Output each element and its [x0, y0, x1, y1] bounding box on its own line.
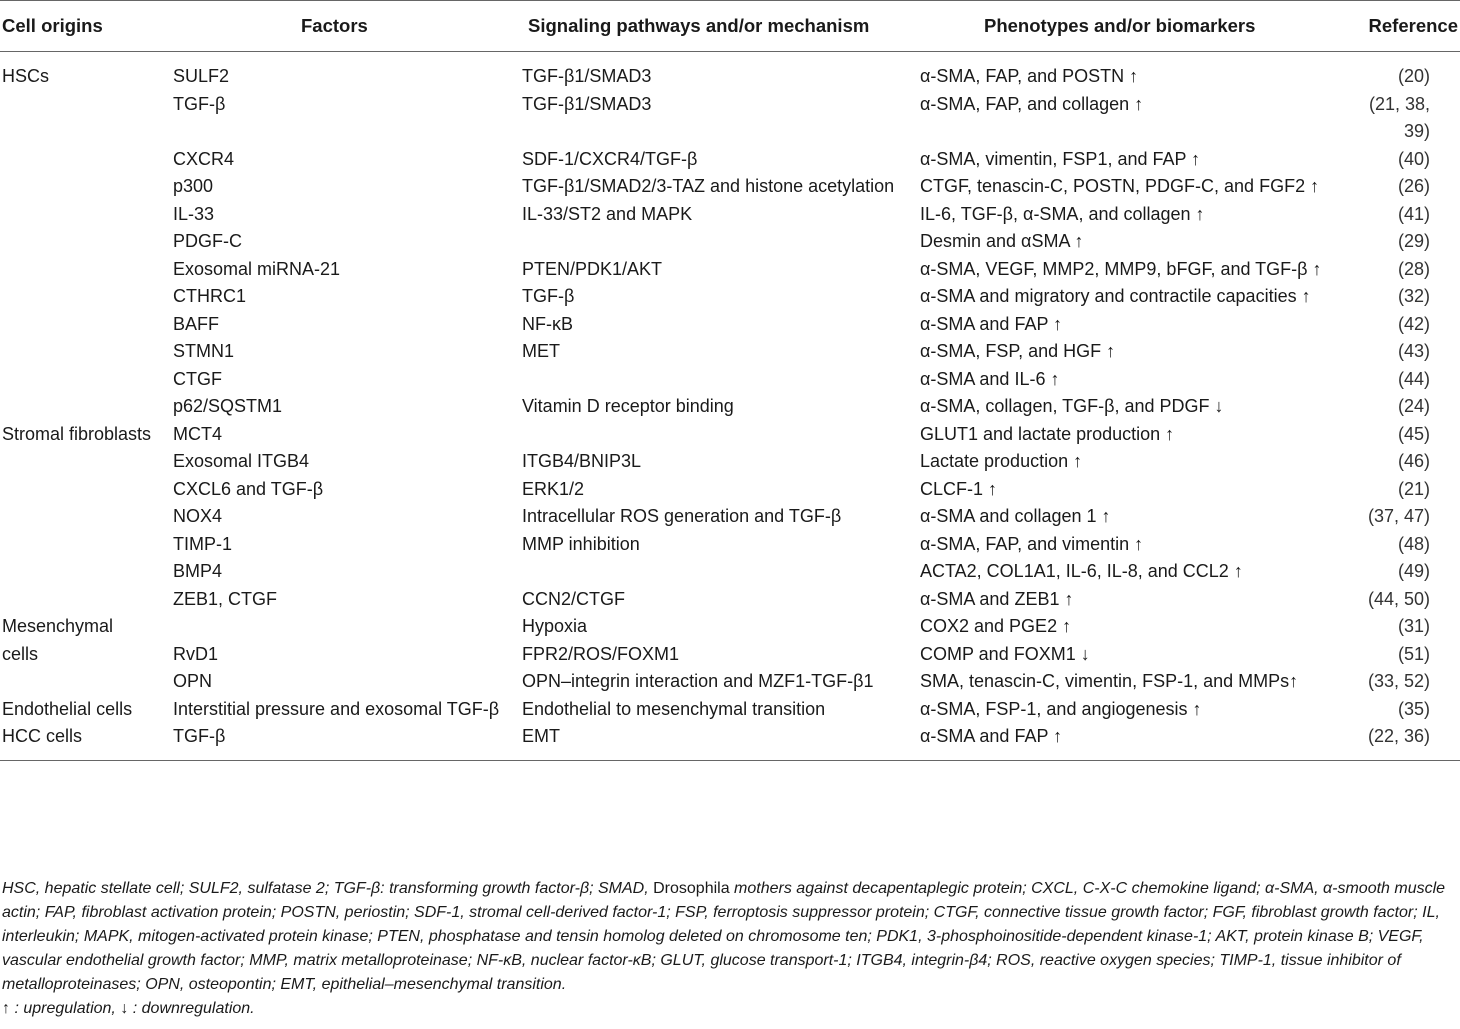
reference-cell: (35) [1397, 698, 1430, 719]
pathway-cell: Endothelial to mesenchymal transition [522, 698, 826, 719]
cell-origin-cell [0, 91, 170, 146]
reference-cell: (51) [1397, 643, 1430, 664]
reference-cell: (44) [1397, 368, 1430, 389]
phenotype-cell: α-SMA, FAP, and POSTN ↑ [920, 66, 1139, 86]
table-row [0, 613, 1460, 641]
phenotype-cell: SMA, tenascin-C, vimentin, FSP-1, and MMPs↑ [920, 671, 1299, 691]
abbreviations-text-b: mothers against decapentaplegic protein; CXCL, C-X-C chemokine ligand; α-SMA, α-smooth muscle actin; FAP, fibroblast activation protein; POSTN, periostin; SDF-1, stromal cell-derived factor-1; FSP, ferroptosis suppressor protein; CTGF, connective tissue growth factor; FGF, fibroblast growth factor; IL, interleukin; MAPK, mitogen-activated protein kinase; PTEN, phosphatase and tensin homolog deleted on chromosome ten; PDK1, 3-phosphoinositide-dependent kinase-1; AKT, protein kinase B; VEGF, vascular endothelial growth factor; MMP, matrix metalloproteinase; NF-κB, nuclear factor-κB; GLUT, glucose transport-1; ITGB4, integrin-β4; ROS, reactive oxygen species; TIMP-1, tissue inhibitor of metalloproteinases; OPN, osteopontin; EMT, epithelial–mesenchymal transition. [2, 880, 1446, 993]
pathway-cell: IL-33/ST2 and MAPK [522, 203, 693, 224]
factor-cell: p300 [173, 176, 214, 196]
table-row [0, 91, 1460, 146]
reference-cell: (26) [1397, 176, 1430, 196]
pathway-cell: NF-κB [522, 313, 573, 334]
phenotype-cell: α-SMA and FAP ↑ [920, 313, 1063, 334]
pathway-cell: SDF-1/CXCR4/TGF-β [522, 148, 698, 169]
pathway-cell: TGF-β1/SMAD2/3-TAZ and histone acetylation [522, 176, 895, 196]
reference-cell: (46) [1397, 451, 1430, 471]
table-row [0, 256, 1460, 284]
arrow-down-icon: ↓ [120, 1000, 129, 1017]
table-row [0, 201, 1460, 229]
pathway-cell: Vitamin D receptor binding [522, 396, 734, 416]
table-row [0, 696, 1460, 724]
reference-cell: (41) [1397, 203, 1430, 224]
reference-cell: (28) [1397, 258, 1430, 279]
reference-cell: (24) [1397, 396, 1430, 416]
header-cell-origins: Cell origins [0, 1, 170, 52]
table-footnote [2, 877, 1458, 1021]
phenotype-cell: α-SMA, FSP-1, and angiogenesis ↑ [920, 698, 1202, 719]
table-row [0, 52, 1460, 91]
factor-cell: CXCR4 [173, 148, 235, 169]
pathway-cell: PTEN/PDK1/AKT [522, 258, 663, 279]
reference-cell: (42) [1397, 313, 1430, 334]
pathway-cell [520, 558, 917, 586]
arrow-legend [2, 997, 1458, 1021]
table-row [0, 173, 1460, 201]
factor-cell: STMN1 [173, 341, 235, 361]
cell-origin-cell [0, 558, 170, 586]
table-row [0, 146, 1460, 174]
reference-cell: (22, 36) [1340, 723, 1460, 760]
phenotype-cell: α-SMA, FAP, and collagen ↑ [920, 93, 1144, 114]
reference-cell: (20) [1397, 66, 1430, 86]
pathway-cell: Hypoxia [522, 616, 588, 636]
phenotype-cell: IL-6, TGF-β, α-SMA, and collagen ↑ [920, 203, 1205, 224]
cell-origin-cell [0, 366, 170, 394]
reference-cell: (40) [1397, 148, 1430, 169]
reference-cell: (31) [1397, 616, 1430, 636]
phenotype-cell: CLCF-1 ↑ [920, 478, 998, 499]
table-row [0, 641, 1460, 669]
downregulation-label: : downregulation. [132, 1000, 255, 1017]
header-phenotypes: Phenotypes and/or biomarkers [917, 1, 1340, 52]
factor-cell: TGF-β [173, 93, 226, 114]
cell-origin-cell [0, 173, 170, 201]
pathway-cell [520, 421, 917, 449]
factor-cell: BAFF [173, 313, 220, 334]
cell-origin-cell [0, 668, 170, 696]
pathway-cell [520, 228, 917, 256]
reference-cell: (43) [1397, 341, 1430, 361]
factor-cell: NOX4 [173, 506, 223, 526]
table-row [0, 668, 1460, 696]
factor-cell: SULF2 [173, 66, 230, 86]
header-reference: Reference [1340, 1, 1460, 52]
phenotype-cell: α-SMA and migratory and contractile capacities ↑ [920, 286, 1311, 306]
factor-cell: p62/SQSTM1 [173, 396, 283, 416]
reference-cell: (49) [1397, 561, 1430, 581]
table-row [0, 531, 1460, 559]
cell-origin-cell: HCC cells [0, 723, 170, 760]
pathway-cell: MMP inhibition [522, 533, 640, 554]
table-row [0, 421, 1460, 449]
reference-cell: (37, 47) [1367, 506, 1430, 526]
pathway-cell: ITGB4/BNIP3L [522, 451, 642, 471]
table-row [0, 366, 1460, 394]
table-row [0, 283, 1460, 311]
phenotype-cell: α-SMA and ZEB1 ↑ [920, 588, 1074, 609]
cell-origin-cell [0, 503, 170, 531]
pathway-cell: Intracellular ROS generation and TGF-β [522, 506, 842, 526]
cell-origin-cell: Mesenchymal [2, 616, 114, 636]
table-row [0, 393, 1460, 421]
reference-cell: (29) [1397, 231, 1430, 251]
factor-cell: RvD1 [173, 643, 219, 664]
pathway-cell [520, 366, 917, 394]
upregulation-label: : upregulation, [14, 1000, 116, 1017]
cell-origin-cell [0, 256, 170, 284]
pathway-cell: TGF-β1/SMAD3 [522, 66, 652, 86]
header-signaling-pathways: Signaling pathways and/or mechanism [520, 1, 917, 52]
factor-cell: CTGF [173, 368, 222, 389]
phenotype-cell: Desmin and αSMA ↑ [920, 231, 1084, 251]
cell-origin-cell [0, 311, 170, 339]
cell-origin-cell [0, 338, 170, 366]
pathway-cell: ERK1/2 [522, 478, 585, 499]
cell-origin-cell [0, 228, 170, 256]
phenotype-cell: α-SMA and collagen 1 ↑ [920, 506, 1111, 526]
table-row [0, 338, 1460, 366]
table-row [0, 311, 1460, 339]
reference-cell: (44, 50) [1367, 588, 1430, 609]
table-row [0, 228, 1460, 256]
pathway-cell: FPR2/ROS/FOXM1 [522, 643, 680, 664]
reference-cell: (32) [1397, 286, 1430, 306]
factor-cell: TGF-β [170, 723, 520, 760]
cell-origin-cell [0, 476, 170, 504]
pathway-cell: TGF-β1/SMAD3 [522, 93, 652, 114]
cell-origin-cell [0, 531, 170, 559]
table-row [0, 723, 1460, 760]
cell-origin-cell: Endothelial cells [2, 698, 133, 719]
table-header [0, 1, 1460, 52]
cell-origin-cell [0, 201, 170, 229]
cell-origin-cell [0, 146, 170, 174]
phenotype-cell: α-SMA, FAP, and vimentin ↑ [920, 533, 1144, 554]
factor-cell: TIMP-1 [173, 533, 233, 554]
abbreviations-drosophila: Drosophila [653, 880, 730, 897]
reference-cell: (21) [1397, 478, 1430, 499]
factor-cell: PDGF-C [173, 231, 242, 251]
factor-cell: IL-33 [173, 203, 215, 224]
factor-cell: ZEB1, CTGF [173, 588, 278, 609]
factor-cell: Interstitial pressure and exosomal TGF-β [173, 698, 500, 719]
abbreviations-text-a: HSC, hepatic stellate cell; SULF2, sulfatase 2; TGF-β: transforming growth factor-β; SMAD, [2, 880, 649, 897]
factor-cell: CXCL6 and TGF-β [173, 478, 324, 499]
cell-origin-cell [0, 393, 170, 421]
table-row [0, 476, 1460, 504]
factor-cell: MCT4 [173, 423, 222, 444]
phenotype-cell: α-SMA, collagen, TGF-β, and PDGF ↓ [920, 396, 1224, 416]
table-row [0, 503, 1460, 531]
factor-cell [170, 613, 520, 641]
phenotype-cell: COX2 and PGE2 ↑ [920, 616, 1072, 636]
phenotype-cell: α-SMA, FSP, and HGF ↑ [920, 341, 1116, 361]
table-body [0, 52, 1460, 761]
arrow-up-icon: ↑ [2, 1000, 10, 1017]
phenotype-cell: ACTA2, COL1A1, IL-6, IL-8, and CCL2 ↑ [920, 561, 1243, 581]
pathway-cell: MET [522, 341, 560, 361]
reference-cell: (21, 38, 39) [1368, 93, 1430, 141]
phenotype-cell: Lactate production ↑ [920, 451, 1083, 471]
reference-cell: (45) [1397, 423, 1430, 444]
cell-origin-cell: Stromal fibroblasts [2, 423, 152, 444]
header-factors: Factors [170, 1, 520, 52]
factor-cell: Exosomal ITGB4 [173, 451, 310, 471]
phenotype-cell: α-SMA and FAP ↑ [917, 723, 1340, 760]
pathway-cell: OPN–integrin interaction and MZF1-TGF-β1 [522, 671, 874, 691]
pathway-cell: CCN2/CTGF [522, 588, 625, 609]
cell-origin-cell [0, 448, 170, 476]
factor-cell: CTHRC1 [173, 286, 247, 306]
reference-cell: (33, 52) [1367, 671, 1430, 691]
phenotype-cell: α-SMA and IL-6 ↑ [920, 368, 1060, 389]
pathway-cell: EMT [520, 723, 917, 760]
table-row [0, 448, 1460, 476]
phenotype-cell: CTGF, tenascin-C, POSTN, PDGF-C, and FGF2 ↑ [920, 176, 1320, 196]
phenotype-cell: COMP and FOXM1 ↓ [920, 643, 1090, 664]
phenotype-cell: α-SMA, VEGF, MMP2, MMP9, bFGF, and TGF-β ↑ [920, 258, 1322, 279]
reference-cell: (48) [1397, 533, 1430, 554]
cell-origin-cell [0, 283, 170, 311]
factor-cell: Exosomal miRNA-21 [173, 258, 341, 279]
cell-origin-cell: HSCs [2, 66, 50, 86]
factor-cell: OPN [173, 671, 213, 691]
table-row [0, 586, 1460, 614]
factor-cell: BMP4 [173, 561, 223, 581]
cell-origin-cell [0, 586, 170, 614]
abbreviations-note [2, 877, 1458, 997]
cell-origin-cell: cells [2, 643, 39, 664]
phenotype-cell: α-SMA, vimentin, FSP1, and FAP ↑ [920, 148, 1201, 169]
phenotype-cell: GLUT1 and lactate production ↑ [920, 423, 1175, 444]
table-row [0, 558, 1460, 586]
pathway-cell: TGF-β [522, 286, 575, 306]
